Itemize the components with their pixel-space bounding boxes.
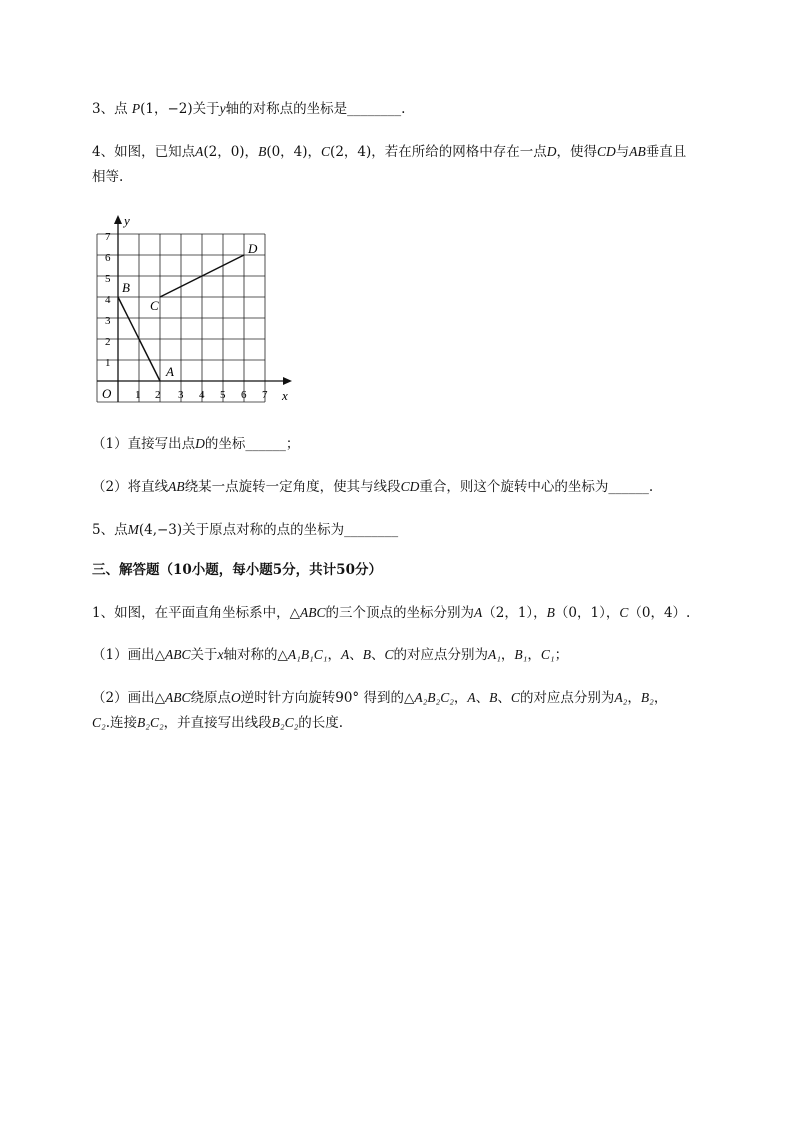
s1-2-sep: ， [453, 690, 468, 706]
s1-1-point-c1: C₁ [540, 647, 555, 662]
q4-2-text-post: 重合，则这个旋转中心的坐标为______. [419, 479, 654, 495]
s1-2-point-a: A [467, 690, 476, 705]
x-tick-2: 2 [155, 389, 161, 401]
s1-1-point-b1: B₁ [514, 647, 528, 662]
s1-1-axis-x: x [217, 647, 224, 662]
point-label-c: C [150, 298, 159, 313]
s1-1-end: ； [554, 647, 569, 663]
q5-text-post: (4,−3)关于原点对称的点的坐标为________ [138, 522, 399, 538]
s1-point-a-coord: （2，1）， [482, 605, 547, 621]
s1-2-segment-b2c2: B₂C₂ [137, 715, 164, 730]
question-4-line-2 [92, 167, 123, 187]
s1-2-text-write: ，并直接写出线段 [163, 715, 272, 731]
q4-2-text: （2）将直线 [92, 479, 169, 495]
x-tick-5: 5 [220, 389, 226, 401]
q4-text-line2: 相等. [92, 169, 124, 185]
s1-point-a: A [473, 605, 483, 620]
question-3 [92, 99, 405, 119]
x-tick-4: 4 [199, 389, 205, 401]
s1-1-text-mid3: 的对应点分别为 [393, 647, 488, 663]
q4-point-c: C [321, 144, 331, 159]
s1-2-text-connect: .连接 [105, 715, 137, 731]
y-tick-7: 7 [105, 231, 111, 243]
q4-1-text: （1）直接写出点 [92, 436, 196, 452]
q5-text: 5、点 [92, 522, 128, 538]
s1-1-triangle-abc: ABC [164, 647, 191, 662]
s1-1-point-b: B [362, 647, 371, 662]
y-tick-4: 4 [105, 294, 111, 306]
s1-point-b: B [546, 605, 555, 620]
s1-2-point-c2: C₂ [92, 715, 106, 730]
y-tick-3: 3 [105, 315, 111, 327]
y-tick-2: 2 [105, 336, 111, 348]
q4-2-text-mid: 绕某一点旋转一定角度，使其与线段 [184, 479, 401, 495]
s1-1-point-a: A [340, 647, 350, 662]
section-3-title [92, 560, 382, 580]
question-4-part-1 [92, 434, 299, 454]
q4-1-point-d: D [195, 436, 205, 451]
y-tick-6: 6 [105, 252, 111, 264]
q4-text: 4、如图，已知点 [92, 144, 196, 160]
s1-2-point-b2: B₂ [640, 690, 654, 705]
s1-point-b-coord: （0，1）， [554, 605, 620, 621]
q3-text-rest: 轴的对称点的坐标是________. [225, 101, 406, 117]
q4-segment-ab: AB [629, 144, 646, 159]
s1-triangle-abc: ABC [299, 605, 326, 620]
q3-text: 关于 [192, 101, 220, 117]
q4-2-line-ab: AB [168, 479, 185, 494]
s1-2-triangle-abc: ABC [164, 690, 191, 705]
q4-text-tail: 垂直且 [645, 144, 687, 160]
q4-text-mid: ，使得 [556, 144, 598, 160]
q3-number: 3、点 [92, 101, 128, 117]
point-label-b: B [122, 280, 130, 295]
solution-question-1-part-2-line-1: （2）画出△ABC绕原点O逆时针方向旋转90° 得到的△A₂B₂C₂，A、B、C的对应点分别为A₂，B₂， [92, 690, 668, 706]
s1-1-text-mid2: 轴对称的△ [223, 647, 288, 663]
y-axis-arrow [114, 215, 122, 224]
s1-point-c-coord: （0，4）. [628, 605, 691, 621]
x-tick-1: 1 [135, 389, 141, 401]
x-axis-arrow [283, 377, 292, 385]
q4-point-b-coord: (0，4)， [266, 144, 322, 160]
q4-segment-cd: CD [597, 144, 616, 159]
q4-2-segment-cd: CD [400, 479, 420, 494]
x-tick-6: 6 [241, 389, 247, 401]
x-tick-7: 7 [262, 389, 268, 401]
question-5 [92, 520, 398, 540]
y-axis-label: y [124, 213, 130, 228]
point-label-a: A [166, 364, 174, 379]
point-label-d: D [248, 241, 258, 256]
s1-text-mid: 的三个顶点的坐标分别为 [325, 605, 474, 621]
x-axis-label: x [282, 388, 288, 403]
solution-question-1 [92, 603, 690, 623]
q4-point-b: B [258, 144, 267, 159]
s1-1-sep: ， [327, 647, 341, 663]
s1-2-point-c: C [510, 690, 520, 705]
s1-2-text: （2）画出△ [92, 690, 165, 706]
s1-point-c: C [619, 605, 629, 620]
question-4-part-2 [92, 477, 653, 497]
solution-question-1-part-2-line-2 [92, 713, 343, 733]
y-tick-5: 5 [105, 273, 111, 285]
q3-point-label: P [131, 101, 141, 116]
s1-2-text-mid2: 逆时针方向旋转90° 得到的△ [240, 690, 415, 706]
q4-point-c-coord: (2，4)，若在所给的网格中存在一点 [330, 144, 547, 160]
solution-question-1-part-1: （1）画出△ABC关于x轴对称的△A₁B₁C₁，A、B、C的对应点分别为A₁，B₁，C₁； [92, 647, 569, 663]
q4-point-a-coord: (2，0)， [203, 144, 259, 160]
y-tick-1: 1 [105, 357, 111, 369]
s1-2-segment-b2c2-second: B₂C₂ [271, 715, 299, 730]
question-4-line-1 [92, 142, 686, 162]
s1-2-text-length: 的长度. [298, 715, 344, 731]
s1-1-text: （1）画出△ [92, 647, 165, 663]
s1-1-text-mid: 关于 [190, 647, 218, 663]
s1-2-point-b: B [489, 690, 498, 705]
s1-2-origin-o: O [230, 690, 241, 705]
s1-2-text-mid: 绕原点 [190, 690, 231, 706]
s1-1-point-c: C [384, 647, 394, 662]
section-3-title-text: 三、解答题（10小题，每小题5分，共计50分） [92, 562, 382, 578]
q3-point-coord: (1，−2) [140, 101, 193, 117]
q4-text-with: 与 [615, 144, 630, 160]
q4-point-d: D [546, 144, 557, 159]
x-tick-3: 3 [178, 389, 184, 401]
s1-1-point-a1: A₁ [487, 647, 501, 662]
q5-point-m: M [127, 522, 139, 537]
s1-2-point-a2: A₂ [614, 690, 628, 705]
s1-1-triangle-a1b1c1: A₁B₁C₁ [287, 647, 328, 662]
s1-2-triangle-a2b2c2: A₂B₂C₂ [414, 690, 454, 705]
q3-axis-label: y [219, 101, 226, 116]
s1-text: 1、如图，在平面直角坐标系中，△ [92, 605, 300, 621]
origin-label: O [102, 386, 112, 401]
q4-1-text-post: 的坐标______； [204, 436, 300, 452]
s1-2-text-mid4: 的对应点分别为 [519, 690, 615, 706]
q4-point-a: A [195, 144, 204, 159]
grid-lines [97, 234, 265, 402]
coordinate-grid-figure [92, 210, 302, 410]
